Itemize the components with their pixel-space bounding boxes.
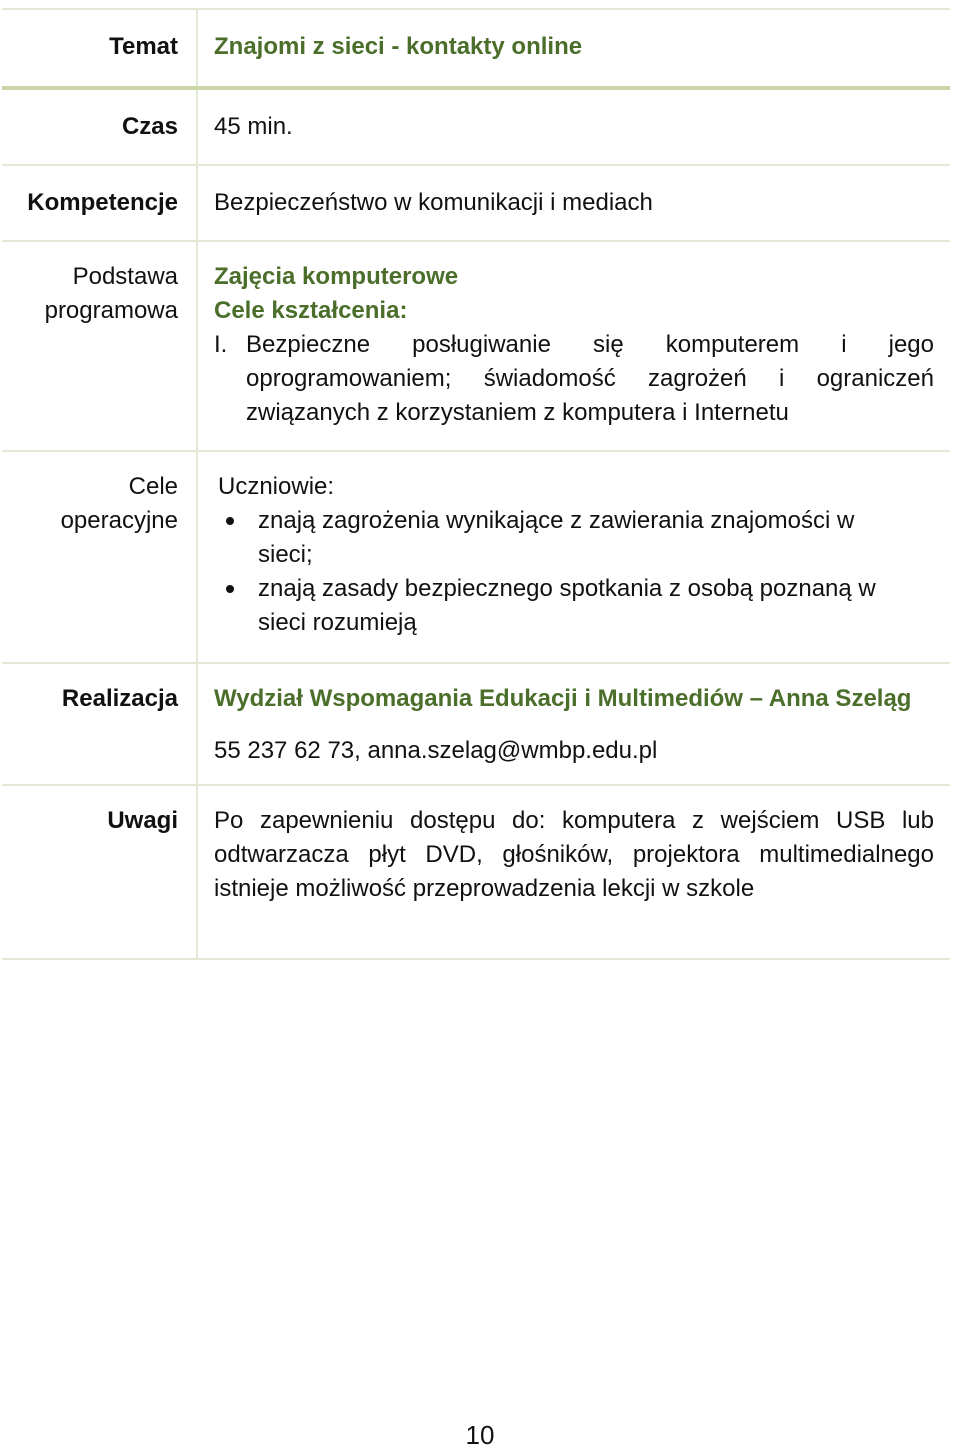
page-number: 10 [465, 1420, 495, 1450]
subject-name: Zajęcia komputerowe [214, 263, 459, 290]
label-realizacja: Realizacja [2, 664, 198, 784]
list-item [218, 504, 884, 572]
value-kompetencje: Bezpieczeństwo w komunikacji i mediach [214, 189, 653, 216]
label-cele-line2: operacyjne [60, 507, 178, 534]
author-line: Wydział Wspomagania Edukacji i Multimediów – Anna Szeląg [214, 685, 912, 712]
value-cele-operacyjne [198, 452, 950, 662]
objective-text: znają zagrożenia wynikające z zawierania znajomości w sieci; [258, 507, 855, 568]
students-heading: Uczniowie: [218, 473, 335, 500]
row-temat [2, 8, 950, 90]
lesson-info-table [2, 8, 950, 960]
value-czas: 45 min. [214, 113, 293, 140]
goal-text: Bezpieczne posługiwanie się komputerem i jego oprogramowaniem; świadomość zagrożeń i ograniczeń związanych z korzystaniem z komputera i Internetu [246, 331, 934, 426]
objective-text: znają zasady bezpiecznego spotkania z osobą poznaną w sieci rozumieją [258, 575, 876, 636]
row-cele-operacyjne [2, 452, 950, 664]
value-realizacja [198, 664, 950, 784]
label-uwagi: Uwagi [2, 786, 198, 958]
objectives-list [218, 504, 934, 640]
value-uwagi: Po zapewnieniu dostępu do: komputera z wejściem USB lub odtwarzacza płyt DVD, głośników, projektora multimedialnego istnieje możliwość przeprowadzenia lekcji w szkole [214, 807, 934, 902]
goal-number: I. [214, 331, 228, 358]
row-realizacja [2, 664, 950, 786]
row-podstawa-programowa [2, 242, 950, 452]
bullet-icon [226, 517, 234, 525]
list-item [218, 572, 884, 640]
value-temat: Znajomi z sieci - kontakty online [214, 33, 583, 60]
label-podstawa-programowa [2, 242, 198, 450]
label-cele-line1: Cele [128, 473, 178, 500]
value-podstawa-programowa [198, 242, 950, 450]
row-czas [2, 90, 950, 166]
row-uwagi [2, 786, 950, 960]
label-czas: Czas [2, 90, 198, 164]
goal-item [214, 328, 934, 430]
label-kompetencje: Kompetencje [2, 166, 198, 240]
row-kompetencje [2, 166, 950, 242]
label-podstawa-line1: Podstawa [72, 263, 178, 290]
contact-line: 55 237 62 73, anna.szelag@wmbp.edu.pl [214, 737, 658, 764]
goals-heading: Cele kształcenia: [214, 297, 408, 324]
label-temat: Temat [2, 10, 198, 86]
label-podstawa-line2: programowa [44, 297, 178, 324]
bullet-icon [226, 585, 234, 593]
label-cele-operacyjne [2, 452, 198, 662]
